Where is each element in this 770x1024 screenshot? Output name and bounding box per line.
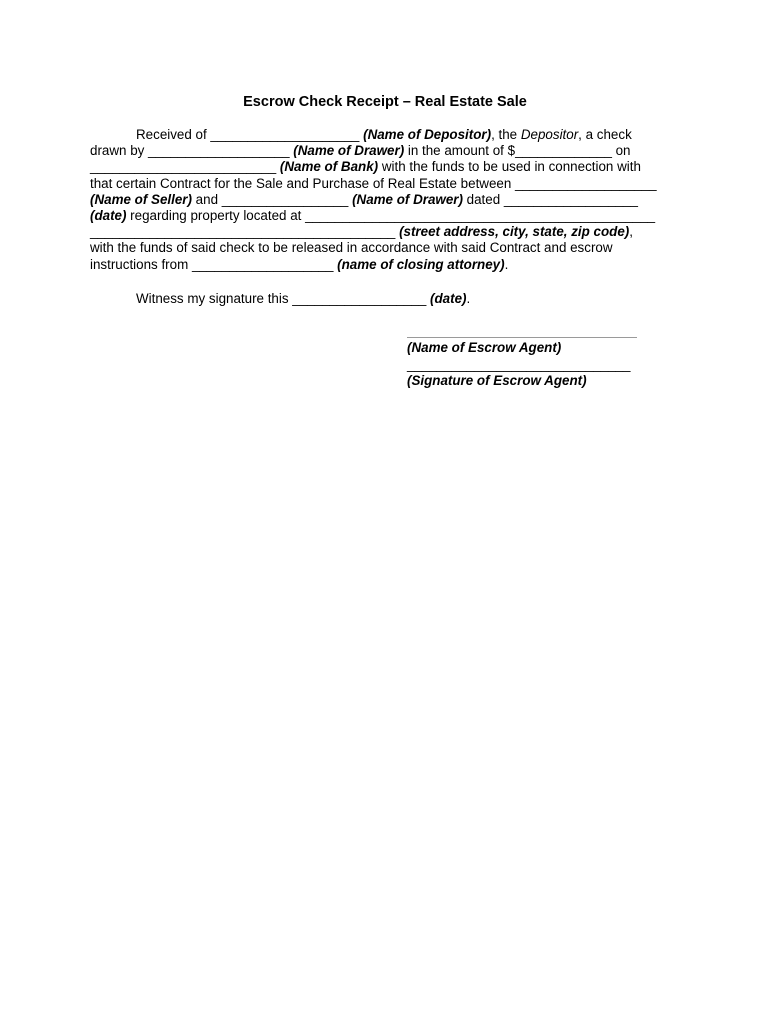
date-label: (date) — [90, 207, 127, 223]
text-fragment: Witness my signature this __________________ — [136, 291, 431, 306]
text-fragment: with the funds of said check to be released in accordance with said Contract and escrow — [90, 240, 613, 256]
text-fragment: and _________________ — [191, 191, 353, 207]
text-fragment: , — [629, 224, 633, 240]
address-label: (street address, city, state, zip code) — [399, 224, 630, 240]
depositor-term: Depositor — [520, 127, 579, 142]
escrow-agent-signature-label: (Signature of Escrow Agent) — [407, 373, 587, 388]
text-fragment: , a check — [578, 127, 632, 142]
drawer-name-label: (Name of Drawer) — [352, 191, 463, 207]
text-fragment: , the — [491, 127, 521, 142]
date-label: (date) — [430, 291, 467, 306]
text-fragment: _________________________________________ — [90, 224, 400, 240]
paragraph-line — [90, 176, 690, 192]
text-fragment: drawn by ___________________ — [90, 143, 294, 159]
paragraph-line — [90, 291, 690, 307]
depositor-name-label: (Name of Depositor) — [363, 127, 492, 142]
text-fragment: _________________________ — [90, 159, 280, 175]
seller-name-label: (Name of Seller) — [90, 191, 192, 207]
escrow-agent-signature-line: ______________________________ — [407, 357, 631, 372]
escrow-agent-name-label: (Name of Escrow Agent) — [407, 340, 562, 355]
paragraph-line — [90, 159, 690, 175]
paragraph-line — [90, 127, 690, 143]
text-fragment: Received of ____________________ — [136, 127, 364, 142]
text-fragment: instructions from ___________________ — [90, 256, 338, 272]
document-title: Escrow Check Receipt – Real Estate Sale — [243, 94, 527, 110]
text-fragment: . — [504, 256, 509, 272]
paragraph-line — [90, 143, 690, 159]
drawer-name-label: (Name of Drawer) — [293, 143, 405, 159]
text-fragment: with the funds to be used in connection with — [378, 159, 641, 175]
paragraph-line — [90, 224, 690, 240]
text-fragment: regarding property located at _______________________________________________ — [126, 207, 656, 223]
closing-attorney-label: (name of closing attorney) — [337, 256, 505, 272]
paragraph-line — [90, 208, 690, 224]
bank-name-label: (Name of Bank) — [279, 159, 379, 175]
paragraph-line — [90, 192, 690, 208]
text-fragment: . — [466, 291, 471, 306]
escrow-agent-name-line — [407, 337, 637, 338]
text-fragment: in the amount of $_____________ on — [404, 143, 631, 159]
text-fragment: that certain Contract for the Sale and Purchase of Real Estate between ___________________ — [90, 175, 657, 191]
text-fragment: dated __________________ — [462, 191, 638, 207]
receipt-paragraph — [90, 127, 690, 273]
paragraph-line — [90, 257, 690, 273]
witness-paragraph — [90, 291, 690, 307]
paragraph-line — [90, 240, 690, 256]
